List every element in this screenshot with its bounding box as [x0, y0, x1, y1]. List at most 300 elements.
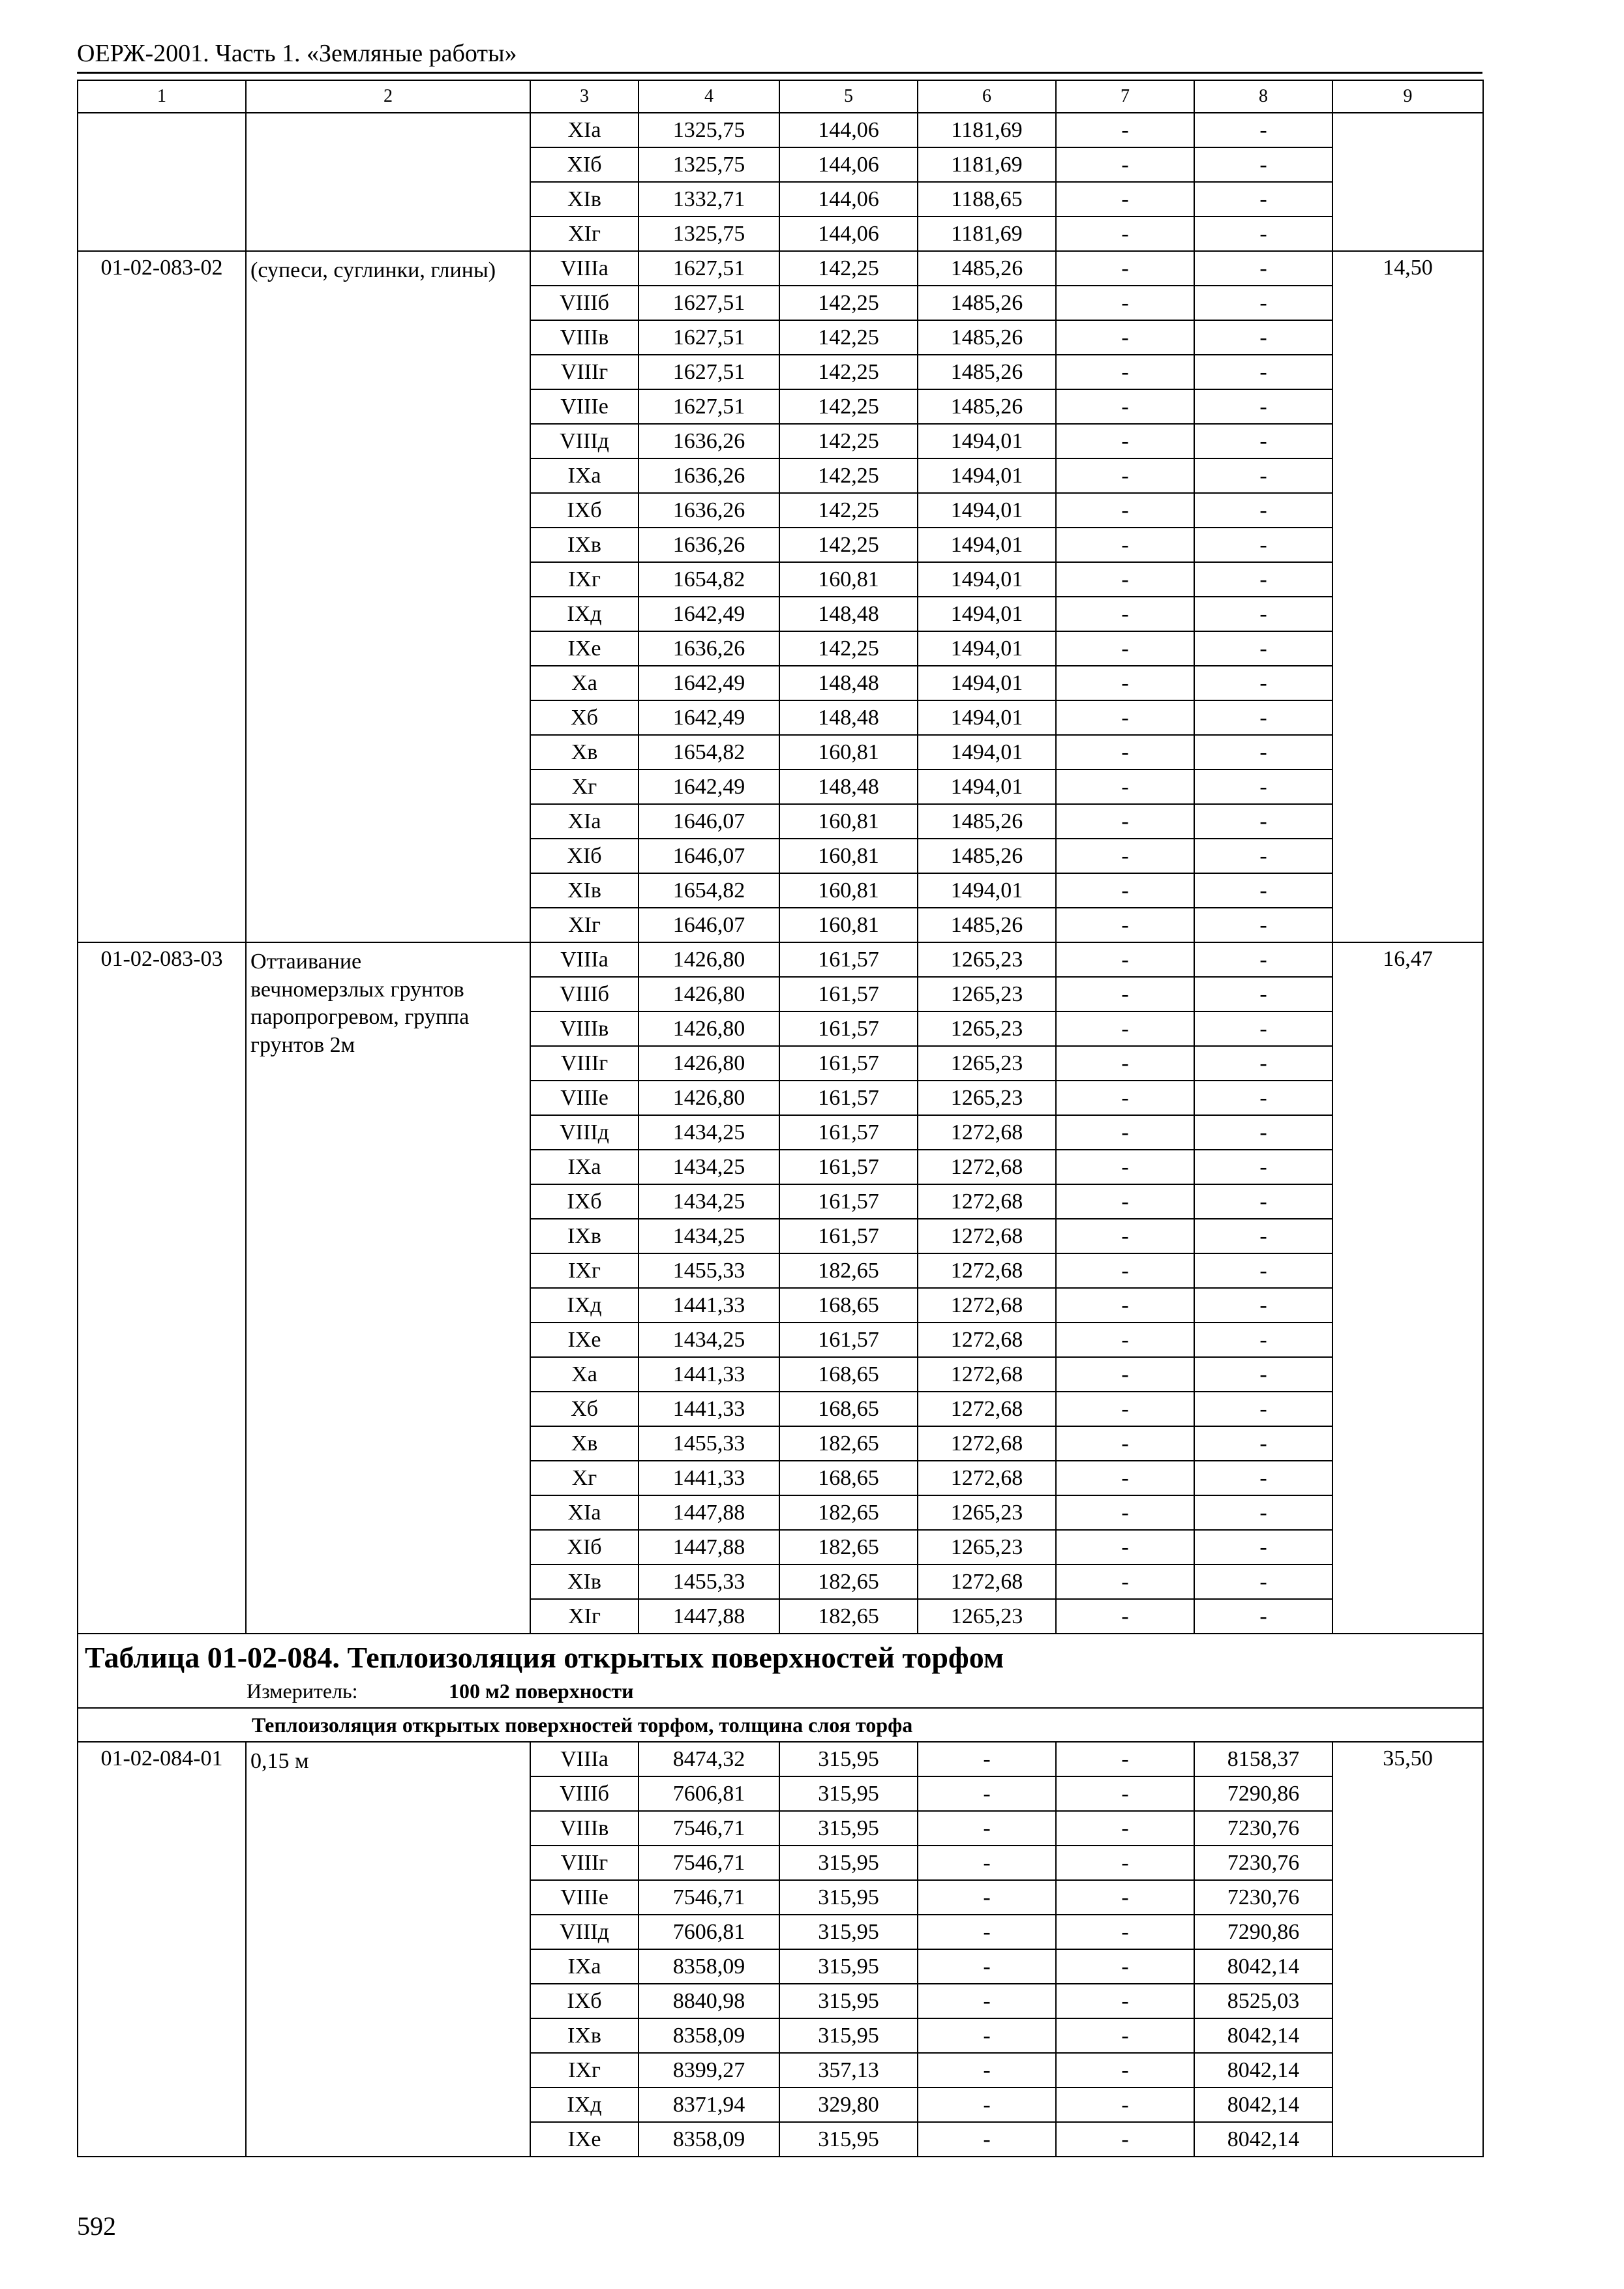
value-cell: -: [1194, 251, 1332, 286]
value-cell: 8358,09: [639, 2122, 779, 2157]
value-cell: 1494,01: [918, 528, 1056, 562]
value-cell: -: [1194, 631, 1332, 666]
value-cell: 1265,23: [918, 1599, 1056, 1634]
value-cell: -: [1194, 1357, 1332, 1392]
value-cell: 148,48: [779, 700, 918, 735]
value-cell: -: [1194, 1323, 1332, 1357]
value-cell: XIв: [530, 182, 639, 217]
value-cell: Xб: [530, 700, 639, 735]
value-cell: -: [1056, 1115, 1194, 1150]
value-cell: -: [1056, 1426, 1194, 1461]
value-cell: 315,95: [779, 1915, 918, 1949]
value-cell: -: [918, 1915, 1056, 1949]
table-subtitle: Теплоизоляция открытых поверхностей торфом, толщина слоя торфа: [78, 1708, 1483, 1742]
value-cell: -: [918, 2018, 1056, 2053]
value-cell: -: [1194, 182, 1332, 217]
value-cell: -: [1194, 1253, 1332, 1288]
value-cell: -: [1056, 424, 1194, 458]
value-cell: -: [1056, 1776, 1194, 1811]
value-cell: 8840,98: [639, 1984, 779, 2018]
value-cell: VIIIб: [530, 1776, 639, 1811]
column-number-cell: 3: [530, 80, 639, 113]
column-number-row: [78, 80, 1483, 113]
work-name-cell: (супеси, суглинки, глины): [246, 251, 530, 942]
value-cell: -: [1194, 493, 1332, 528]
value-cell: -: [1056, 1150, 1194, 1184]
value-cell: 1272,68: [918, 1115, 1056, 1150]
table-title-row: [78, 1634, 1483, 1708]
header-rule: [77, 72, 1482, 74]
value-cell: VIIIб: [530, 977, 639, 1011]
value-cell: 1265,23: [918, 1495, 1056, 1530]
value-cell: XIа: [530, 113, 639, 147]
value-cell: 161,57: [779, 942, 918, 977]
value-cell: VIIIв: [530, 1811, 639, 1846]
value-cell: -: [1194, 1599, 1332, 1634]
table-title: Таблица 01-02-084. Теплоизоляция открытых поверхностей торфом: [85, 1641, 1004, 1674]
value-cell: 315,95: [779, 1880, 918, 1915]
value-cell: 1627,51: [639, 251, 779, 286]
measure-unit: [78, 1681, 1482, 1701]
value-cell: 182,65: [779, 1599, 918, 1634]
value-cell: 1434,25: [639, 1115, 779, 1150]
value-cell: 315,95: [779, 2122, 918, 2157]
value-cell: -: [918, 1811, 1056, 1846]
page-header: ОЕРЖ-2001. Часть 1. «Земляные работы»: [77, 40, 517, 67]
table-row: [78, 251, 1483, 286]
value-cell: VIIIе: [530, 389, 639, 424]
value-cell: -: [1194, 1564, 1332, 1599]
value-cell: 1265,23: [918, 1011, 1056, 1046]
value-cell: 1636,26: [639, 458, 779, 493]
value-cell: -: [1056, 320, 1194, 355]
value-cell: 1636,26: [639, 493, 779, 528]
value-cell: -: [1056, 1742, 1194, 1776]
value-cell: VIIIг: [530, 1046, 639, 1081]
value-cell: -: [1056, 493, 1194, 528]
value-cell: 168,65: [779, 1392, 918, 1426]
value-cell: 1426,80: [639, 1081, 779, 1115]
value-cell: 142,25: [779, 251, 918, 286]
value-cell: XIв: [530, 873, 639, 908]
value-cell: 1265,23: [918, 1081, 1056, 1115]
value-cell: 1426,80: [639, 1046, 779, 1081]
value-cell: 1434,25: [639, 1150, 779, 1184]
value-cell: 8042,14: [1194, 1949, 1332, 1984]
column-number-cell: 1: [78, 80, 246, 113]
value-cell: -: [1194, 770, 1332, 804]
value-cell: 182,65: [779, 1564, 918, 1599]
value-cell: 1272,68: [918, 1426, 1056, 1461]
value-cell: XIв: [530, 1564, 639, 1599]
value-cell: -: [1056, 355, 1194, 389]
value-cell: 1654,82: [639, 735, 779, 770]
value-cell: -: [1056, 1811, 1194, 1846]
value-cell: Xа: [530, 666, 639, 700]
value-cell: VIIIд: [530, 424, 639, 458]
value-cell: XIб: [530, 839, 639, 873]
value-cell: -: [918, 2122, 1056, 2157]
value-cell: 142,25: [779, 320, 918, 355]
value-cell: 160,81: [779, 908, 918, 942]
value-cell: 1494,01: [918, 770, 1056, 804]
value-cell: -: [1194, 735, 1332, 770]
table-row: [78, 942, 1483, 977]
value-cell: 1627,51: [639, 320, 779, 355]
value-cell: 8042,14: [1194, 2018, 1332, 2053]
value-cell: -: [1194, 528, 1332, 562]
value-cell: 1434,25: [639, 1184, 779, 1219]
value-cell: -: [1056, 597, 1194, 631]
value-cell: -: [1056, 1046, 1194, 1081]
value-cell: 8525,03: [1194, 1984, 1332, 2018]
value-cell: 8358,09: [639, 1949, 779, 1984]
value-cell: 1434,25: [639, 1323, 779, 1357]
value-cell: -: [1056, 1984, 1194, 2018]
value-cell: -: [1056, 251, 1194, 286]
value-cell: IXг: [530, 1253, 639, 1288]
value-cell: 8042,14: [1194, 2122, 1332, 2157]
value-cell: 315,95: [779, 1811, 918, 1846]
value-cell: -: [1056, 1011, 1194, 1046]
value-cell: 1455,33: [639, 1426, 779, 1461]
work-name-cell: 0,15 м: [246, 1742, 530, 2157]
value-cell: 1272,68: [918, 1323, 1056, 1357]
value-cell: 1485,26: [918, 355, 1056, 389]
value-cell: 315,95: [779, 1776, 918, 1811]
value-cell: 1627,51: [639, 355, 779, 389]
value-cell: 168,65: [779, 1288, 918, 1323]
value-cell: -: [1056, 1530, 1194, 1564]
value-cell: 7546,71: [639, 1811, 779, 1846]
value-cell: IXд: [530, 2087, 639, 2122]
value-cell: 148,48: [779, 666, 918, 700]
value-cell: -: [1056, 147, 1194, 182]
value-cell: -: [1056, 1081, 1194, 1115]
value-cell: VIIIа: [530, 251, 639, 286]
value-cell: 7546,71: [639, 1846, 779, 1880]
value-cell: -: [918, 1846, 1056, 1880]
value-cell: -: [1194, 355, 1332, 389]
value-cell: 1265,23: [918, 1046, 1056, 1081]
measure-label: Измеритель:: [247, 1679, 358, 1703]
value-cell: XIг: [530, 1599, 639, 1634]
value-cell: -: [1194, 217, 1332, 251]
value-cell: -: [1056, 286, 1194, 320]
value-cell: IXе: [530, 1323, 639, 1357]
value-cell: 1494,01: [918, 562, 1056, 597]
value-cell: Xб: [530, 1392, 639, 1426]
value-cell: 142,25: [779, 458, 918, 493]
value-cell: 1485,26: [918, 389, 1056, 424]
value-cell: -: [1056, 182, 1194, 217]
value-cell: -: [1194, 839, 1332, 873]
value-cell: -: [1056, 1357, 1194, 1392]
value-cell: -: [1056, 700, 1194, 735]
value-cell: -: [1194, 147, 1332, 182]
value-cell: 1642,49: [639, 597, 779, 631]
value-cell: 160,81: [779, 735, 918, 770]
value-cell: -: [1194, 286, 1332, 320]
value-cell: 1485,26: [918, 320, 1056, 355]
value-cell: -: [1194, 458, 1332, 493]
value-cell: -: [1056, 528, 1194, 562]
table-row: [78, 113, 1483, 147]
value-cell: 1636,26: [639, 631, 779, 666]
value-cell: 148,48: [779, 770, 918, 804]
value-cell: 7606,81: [639, 1776, 779, 1811]
value-cell: 1272,68: [918, 1184, 1056, 1219]
value-cell: 1272,68: [918, 1253, 1056, 1288]
value-cell: 7546,71: [639, 1880, 779, 1915]
value-cell: -: [1056, 389, 1194, 424]
value-cell: 1485,26: [918, 839, 1056, 873]
value-cell: Xг: [530, 1461, 639, 1495]
value-cell: 1494,01: [918, 873, 1056, 908]
rate-code-cell: [78, 113, 246, 251]
value-cell: VIIIа: [530, 1742, 639, 1776]
value-cell: 142,25: [779, 424, 918, 458]
value-cell: 8358,09: [639, 2018, 779, 2053]
column-number-cell: 9: [1332, 80, 1483, 113]
value-cell: Xа: [530, 1357, 639, 1392]
value-cell: 148,48: [779, 597, 918, 631]
value-cell: -: [1194, 1081, 1332, 1115]
value-cell: -: [1194, 1530, 1332, 1564]
value-cell: -: [1056, 458, 1194, 493]
value-cell: VIIIе: [530, 1081, 639, 1115]
column-number-cell: 5: [779, 80, 918, 113]
value-cell: -: [1056, 804, 1194, 839]
value-cell: 1441,33: [639, 1461, 779, 1495]
value-cell: 1494,01: [918, 666, 1056, 700]
work-name-cell: [246, 113, 530, 251]
value-cell: -: [1056, 666, 1194, 700]
value-cell: -: [918, 1880, 1056, 1915]
table-subtitle-row: [78, 1708, 1483, 1742]
value-cell: XIг: [530, 217, 639, 251]
value-cell: 161,57: [779, 1184, 918, 1219]
value-cell: 1181,69: [918, 217, 1056, 251]
rates-table-wrapper: [77, 80, 1482, 2157]
value-cell: XIа: [530, 804, 639, 839]
value-cell: VIIIа: [530, 942, 639, 977]
value-cell: 329,80: [779, 2087, 918, 2122]
value-cell: 161,57: [779, 1046, 918, 1081]
value-cell: 144,06: [779, 147, 918, 182]
value-cell: VIIIе: [530, 1880, 639, 1915]
column-number-cell: 6: [918, 80, 1056, 113]
value-cell: -: [1056, 631, 1194, 666]
value-cell: 1494,01: [918, 735, 1056, 770]
value-cell: -: [918, 1949, 1056, 1984]
value-cell: 1265,23: [918, 977, 1056, 1011]
value-cell: 1485,26: [918, 286, 1056, 320]
value-cell: IXе: [530, 2122, 639, 2157]
value-cell: 1447,88: [639, 1495, 779, 1530]
value-cell: -: [1194, 113, 1332, 147]
value-cell: 160,81: [779, 873, 918, 908]
value-cell: 1455,33: [639, 1564, 779, 1599]
value-cell: -: [1056, 770, 1194, 804]
value-cell: IXг: [530, 2053, 639, 2087]
value-cell: -: [1056, 1219, 1194, 1253]
value-cell: 1636,26: [639, 528, 779, 562]
value-cell: 8042,14: [1194, 2053, 1332, 2087]
value-cell: 1642,49: [639, 770, 779, 804]
value-cell: 1485,26: [918, 804, 1056, 839]
value-cell: -: [1194, 666, 1332, 700]
value-cell: -: [1194, 1219, 1332, 1253]
value-cell: 1272,68: [918, 1219, 1056, 1253]
work-name-cell: Оттаивание вечномерзлых грунтов паропрогревом, группа грунтов 2м: [246, 942, 530, 1634]
value-cell: 142,25: [779, 493, 918, 528]
value-cell: -: [1056, 2018, 1194, 2053]
value-cell: 168,65: [779, 1461, 918, 1495]
value-cell: 182,65: [779, 1495, 918, 1530]
column-number-cell: 7: [1056, 80, 1194, 113]
value-cell: -: [1056, 1949, 1194, 1984]
value-cell: 182,65: [779, 1253, 918, 1288]
labor-norm-cell: 35,50: [1332, 1742, 1483, 2157]
value-cell: IXе: [530, 631, 639, 666]
value-cell: 1646,07: [639, 908, 779, 942]
value-cell: IXа: [530, 1949, 639, 1984]
value-cell: -: [1056, 839, 1194, 873]
value-cell: -: [1056, 1495, 1194, 1530]
value-cell: 1627,51: [639, 286, 779, 320]
value-cell: 315,95: [779, 2018, 918, 2053]
value-cell: -: [1194, 942, 1332, 977]
value-cell: -: [1056, 977, 1194, 1011]
value-cell: 315,95: [779, 1984, 918, 2018]
value-cell: 315,95: [779, 1949, 918, 1984]
value-cell: 7290,86: [1194, 1915, 1332, 1949]
value-cell: 1646,07: [639, 839, 779, 873]
value-cell: 1642,49: [639, 700, 779, 735]
value-cell: -: [1194, 1288, 1332, 1323]
value-cell: -: [1056, 735, 1194, 770]
value-cell: IXв: [530, 1219, 639, 1253]
value-cell: VIIIв: [530, 320, 639, 355]
value-cell: 1272,68: [918, 1564, 1056, 1599]
value-cell: IXа: [530, 1150, 639, 1184]
value-cell: -: [1194, 804, 1332, 839]
value-cell: 315,95: [779, 1742, 918, 1776]
value-cell: 315,95: [779, 1846, 918, 1880]
value-cell: 182,65: [779, 1530, 918, 1564]
value-cell: -: [918, 2053, 1056, 2087]
value-cell: IXв: [530, 528, 639, 562]
value-cell: VIIIв: [530, 1011, 639, 1046]
value-cell: 1441,33: [639, 1288, 779, 1323]
value-cell: 1188,65: [918, 182, 1056, 217]
value-cell: 1332,71: [639, 182, 779, 217]
value-cell: 1494,01: [918, 424, 1056, 458]
value-cell: 357,13: [779, 2053, 918, 2087]
value-cell: 142,25: [779, 355, 918, 389]
value-cell: -: [1194, 1461, 1332, 1495]
value-cell: 1494,01: [918, 631, 1056, 666]
value-cell: 160,81: [779, 562, 918, 597]
value-cell: 8474,32: [639, 1742, 779, 1776]
value-cell: -: [1194, 908, 1332, 942]
value-cell: -: [1194, 320, 1332, 355]
value-cell: -: [1056, 1323, 1194, 1357]
value-cell: XIа: [530, 1495, 639, 1530]
value-cell: -: [1194, 389, 1332, 424]
value-cell: 161,57: [779, 977, 918, 1011]
value-cell: -: [1056, 908, 1194, 942]
value-cell: 1494,01: [918, 458, 1056, 493]
labor-norm-cell: [1332, 113, 1483, 251]
value-cell: -: [918, 2087, 1056, 2122]
value-cell: 142,25: [779, 389, 918, 424]
value-cell: 1447,88: [639, 1530, 779, 1564]
value-cell: 1642,49: [639, 666, 779, 700]
value-cell: 8158,37: [1194, 1742, 1332, 1776]
value-cell: 1627,51: [639, 389, 779, 424]
value-cell: -: [1194, 1495, 1332, 1530]
value-cell: 1272,68: [918, 1150, 1056, 1184]
value-cell: 1181,69: [918, 113, 1056, 147]
value-cell: 1272,68: [918, 1357, 1056, 1392]
page-number: 592: [77, 2211, 116, 2241]
value-cell: Xв: [530, 1426, 639, 1461]
value-cell: 7606,81: [639, 1915, 779, 1949]
value-cell: -: [1056, 1564, 1194, 1599]
value-cell: -: [1056, 1846, 1194, 1880]
value-cell: IXг: [530, 562, 639, 597]
value-cell: VIIIб: [530, 286, 639, 320]
rate-code-cell: 01-02-084-01: [78, 1742, 246, 2157]
value-cell: VIIIд: [530, 1915, 639, 1949]
value-cell: 1646,07: [639, 804, 779, 839]
value-cell: 1426,80: [639, 942, 779, 977]
value-cell: 1494,01: [918, 493, 1056, 528]
value-cell: 1265,23: [918, 1530, 1056, 1564]
value-cell: IXб: [530, 1984, 639, 2018]
value-cell: XIб: [530, 1530, 639, 1564]
value-cell: IXв: [530, 2018, 639, 2053]
value-cell: 7230,76: [1194, 1846, 1332, 1880]
value-cell: 1325,75: [639, 217, 779, 251]
value-cell: 168,65: [779, 1357, 918, 1392]
value-cell: -: [1194, 1392, 1332, 1426]
value-cell: XIг: [530, 908, 639, 942]
column-number-cell: 2: [246, 80, 530, 113]
value-cell: -: [1056, 562, 1194, 597]
value-cell: 160,81: [779, 804, 918, 839]
value-cell: -: [1194, 1150, 1332, 1184]
value-cell: 1654,82: [639, 873, 779, 908]
value-cell: -: [1194, 424, 1332, 458]
value-cell: -: [1056, 217, 1194, 251]
column-number-cell: 4: [639, 80, 779, 113]
value-cell: -: [1194, 1011, 1332, 1046]
value-cell: 1325,75: [639, 147, 779, 182]
value-cell: -: [918, 1742, 1056, 1776]
value-cell: 161,57: [779, 1115, 918, 1150]
value-cell: -: [1056, 2122, 1194, 2157]
rates-table: [77, 80, 1484, 2157]
value-cell: 8371,94: [639, 2087, 779, 2122]
value-cell: -: [1194, 1115, 1332, 1150]
value-cell: -: [1056, 2053, 1194, 2087]
column-number-cell: 8: [1194, 80, 1332, 113]
value-cell: 1441,33: [639, 1392, 779, 1426]
value-cell: -: [1056, 1392, 1194, 1426]
